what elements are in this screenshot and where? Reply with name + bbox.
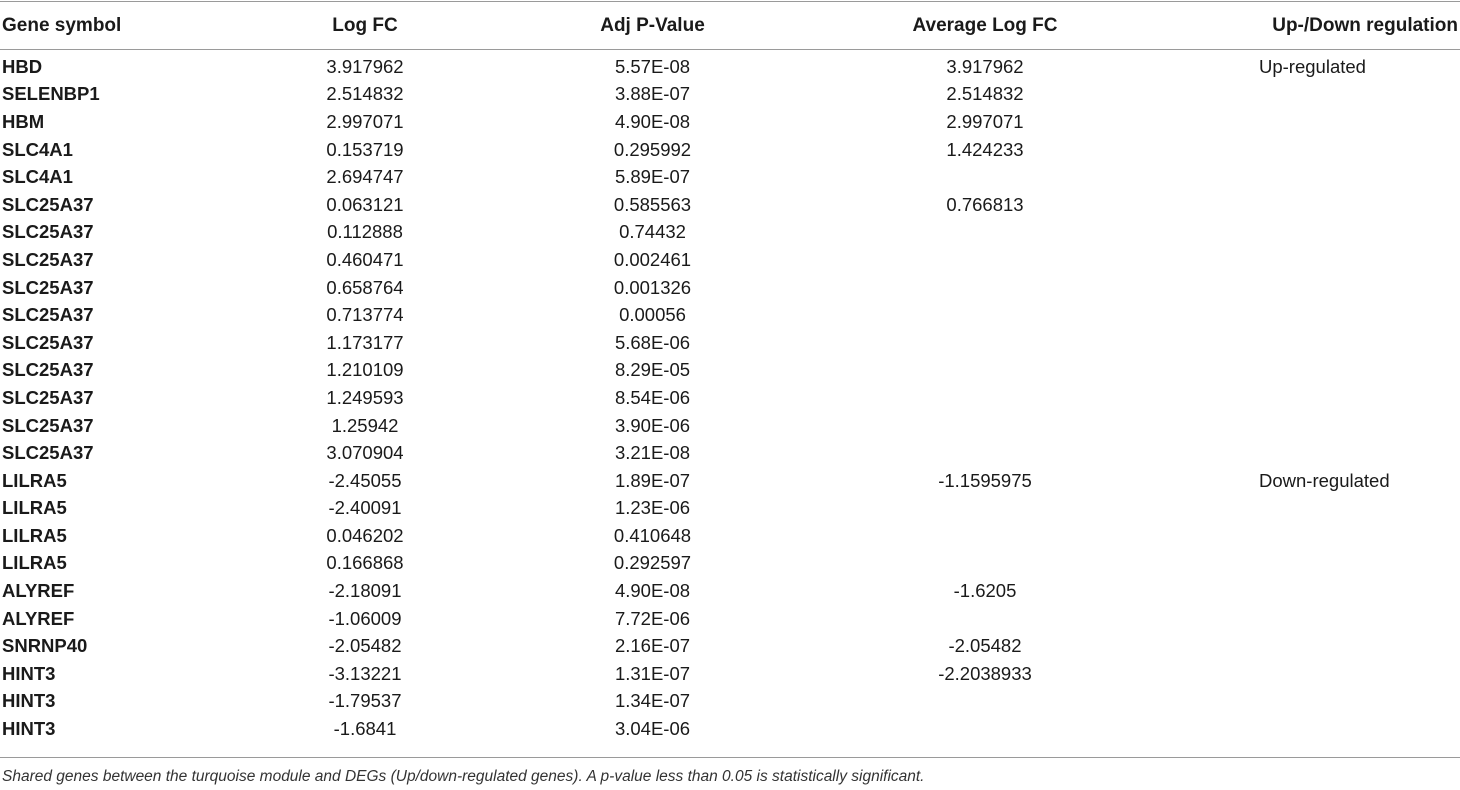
cell-regulation [1195,495,1460,523]
cell-gene-symbol: SNRNP40 [2,635,88,657]
cell-gene-symbol: HINT3 [2,690,56,712]
table-row [0,274,1460,302]
cell-regulation [1195,274,1460,302]
cell-gene-symbol: SLC25A37 [2,248,94,270]
cell-log-fc: -2.05482 [328,635,402,657]
cell-regulation [1195,301,1460,329]
cell-adj-p-value: 4.90E-08 [614,580,691,602]
table-row [0,495,1460,523]
cell-regulation [1195,219,1460,247]
cell-gene-symbol: SLC4A1 [2,138,73,160]
cell-gene-symbol: ALYREF [2,607,75,629]
cell-average-log-fc: 1.424233 [946,138,1024,160]
cell-gene-symbol: ALYREF [2,580,75,602]
cell-average-log-fc [775,274,1195,302]
table-row [0,136,1460,164]
cell-adj-p-value: 1.23E-06 [614,497,691,519]
cell-log-fc: 0.112888 [327,221,403,243]
cell-average-log-fc [775,329,1195,357]
table-row [0,329,1460,357]
header-average-log-fc: Average Log FC [912,14,1058,36]
cell-regulation [1195,81,1460,109]
cell-log-fc: -2.18091 [328,580,402,602]
cell-average-log-fc: 2.997071 [946,110,1024,132]
cell-regulation [1195,384,1460,412]
cell-adj-p-value: 4.90E-08 [614,110,691,132]
table-header [0,2,1460,49]
cell-log-fc: -1.79537 [328,690,402,712]
cell-log-fc: 2.694747 [326,166,404,188]
cell-regulation [1195,136,1460,164]
cell-average-log-fc [775,522,1195,550]
cell-gene-symbol: LILRA5 [2,469,67,491]
cell-average-log-fc [775,163,1195,191]
cell-average-log-fc: -2.2038933 [938,662,1032,684]
header-adj-p-value: Adj P-Value [600,14,705,36]
cell-log-fc: 0.460471 [326,248,404,270]
table-row [0,108,1460,136]
cell-average-log-fc [775,688,1195,716]
cell-gene-symbol: SLC4A1 [2,166,73,188]
header-log-fc: Log FC [332,14,398,36]
cell-gene-symbol: HBD [2,55,43,77]
cell-regulation [1195,577,1460,605]
cell-regulation [1195,439,1460,467]
cell-adj-p-value: 5.57E-08 [614,55,691,77]
cell-gene-symbol: SLC25A37 [2,331,94,353]
cell-regulation [1195,329,1460,357]
cell-log-fc: 1.173177 [326,331,404,353]
cell-adj-p-value: 8.29E-05 [614,359,691,381]
table-bottom-rule [0,757,1460,758]
cell-log-fc: -2.40091 [328,497,402,519]
header-row [0,2,1460,49]
cell-adj-p-value: 0.002461 [613,248,692,270]
cell-regulation [1195,163,1460,191]
cell-average-log-fc [775,219,1195,247]
cell-regulation [1195,522,1460,550]
table-row [0,632,1460,660]
cell-regulation [1195,688,1460,716]
table-row [0,577,1460,605]
table-row [0,49,1460,81]
cell-regulation [1195,715,1460,743]
cell-log-fc: 2.514832 [326,83,404,105]
table-row [0,412,1460,440]
cell-adj-p-value: 8.54E-06 [614,386,691,408]
cell-adj-p-value: 3.04E-06 [614,718,691,740]
cell-regulation [1195,246,1460,274]
cell-adj-p-value: 1.34E-07 [614,690,691,712]
table-row [0,81,1460,109]
table-row [0,688,1460,716]
cell-adj-p-value: 2.16E-07 [614,635,691,657]
cell-average-log-fc [775,412,1195,440]
cell-adj-p-value: 1.31E-07 [614,662,691,684]
cell-log-fc: 0.166868 [326,552,404,574]
cell-log-fc: 1.210109 [326,359,404,381]
cell-gene-symbol: HBM [2,110,45,132]
cell-gene-symbol: LILRA5 [2,552,67,574]
table-row [0,605,1460,633]
cell-gene-symbol: SLC25A37 [2,414,94,436]
table-row [0,246,1460,274]
cell-average-log-fc [775,715,1195,743]
cell-adj-p-value: 1.89E-07 [614,469,691,491]
cell-adj-p-value: 0.585563 [613,193,692,215]
table-row [0,191,1460,219]
cell-gene-symbol: SLC25A37 [2,221,94,243]
table-row [0,219,1460,247]
cell-average-log-fc [775,550,1195,578]
cell-gene-symbol: SLC25A37 [2,193,94,215]
cell-log-fc: 0.713774 [326,304,404,326]
cell-average-log-fc: 2.514832 [946,83,1024,105]
cell-gene-symbol: SLC25A37 [2,359,94,381]
cell-average-log-fc [775,384,1195,412]
cell-log-fc: 0.153719 [326,138,404,160]
cell-adj-p-value: 0.74432 [619,221,686,243]
cell-regulation [1195,605,1460,633]
table-row [0,301,1460,329]
cell-log-fc: -1.6841 [333,718,397,740]
table-row [0,384,1460,412]
cell-log-fc: 0.046202 [326,524,404,546]
table-row [0,660,1460,688]
cell-average-log-fc [775,439,1195,467]
header-regulation: Up-/Down regulation [1272,14,1458,36]
cell-log-fc: 1.249593 [326,386,404,408]
table-row [0,522,1460,550]
cell-log-fc: -2.45055 [328,469,402,491]
cell-average-log-fc [775,357,1195,385]
cell-average-log-fc [775,301,1195,329]
cell-adj-p-value: 0.410648 [613,524,692,546]
cell-average-log-fc: 3.917962 [946,55,1024,77]
cell-adj-p-value: 3.88E-07 [614,83,691,105]
cell-gene-symbol: HINT3 [2,718,56,740]
cell-average-log-fc [775,246,1195,274]
table-row [0,163,1460,191]
cell-log-fc: 0.063121 [326,193,404,215]
gene-table [0,2,1460,743]
table-caption: Shared genes between the turquoise module and DEGs (Up/down-regulated genes). A p-value less than 0.05 is statistically significant. [2,768,925,785]
cell-average-log-fc: 0.766813 [946,193,1024,215]
cell-regulation [1195,632,1460,660]
cell-log-fc: 0.658764 [326,276,404,298]
cell-gene-symbol: HINT3 [2,662,56,684]
cell-regulation [1195,108,1460,136]
table-row [0,357,1460,385]
cell-gene-symbol: SLC25A37 [2,386,94,408]
cell-log-fc: 2.997071 [326,110,404,132]
cell-log-fc: -1.06009 [328,607,402,629]
cell-gene-symbol: SELENBP1 [2,83,100,105]
cell-average-log-fc [775,605,1195,633]
cell-adj-p-value: 0.001326 [613,276,692,298]
cell-gene-symbol: LILRA5 [2,524,67,546]
cell-adj-p-value: 3.21E-08 [614,442,691,464]
cell-average-log-fc: -1.1595975 [938,469,1032,491]
cell-regulation [1195,357,1460,385]
table-row [0,439,1460,467]
cell-adj-p-value: 7.72E-06 [614,607,691,629]
cell-average-log-fc: -1.6205 [953,580,1017,602]
cell-adj-p-value: 3.90E-06 [614,414,691,436]
cell-regulation [1195,660,1460,688]
cell-regulation [1195,412,1460,440]
cell-adj-p-value: 5.68E-06 [614,331,691,353]
cell-gene-symbol: SLC25A37 [2,304,94,326]
cell-log-fc: 3.917962 [326,55,404,77]
cell-average-log-fc: -2.05482 [948,635,1022,657]
cell-average-log-fc [775,495,1195,523]
cell-regulation [1195,550,1460,578]
cell-log-fc: 3.070904 [326,442,404,464]
cell-regulation: Up-regulated [1259,55,1366,77]
cell-log-fc: -3.13221 [328,662,402,684]
table-row [0,715,1460,743]
cell-gene-symbol: SLC25A37 [2,442,94,464]
cell-gene-symbol: LILRA5 [2,497,67,519]
cell-gene-symbol: SLC25A37 [2,276,94,298]
cell-adj-p-value: 0.00056 [619,304,686,326]
cell-adj-p-value: 5.89E-07 [614,166,691,188]
table-body [0,49,1460,743]
table-row [0,467,1460,495]
cell-log-fc: 1.25942 [331,414,399,436]
cell-regulation [1195,191,1460,219]
header-gene-symbol: Gene symbol [2,14,122,36]
cell-adj-p-value: 0.292597 [613,552,692,574]
cell-regulation: Down-regulated [1259,469,1390,491]
cell-adj-p-value: 0.295992 [613,138,692,160]
table-row [0,550,1460,578]
